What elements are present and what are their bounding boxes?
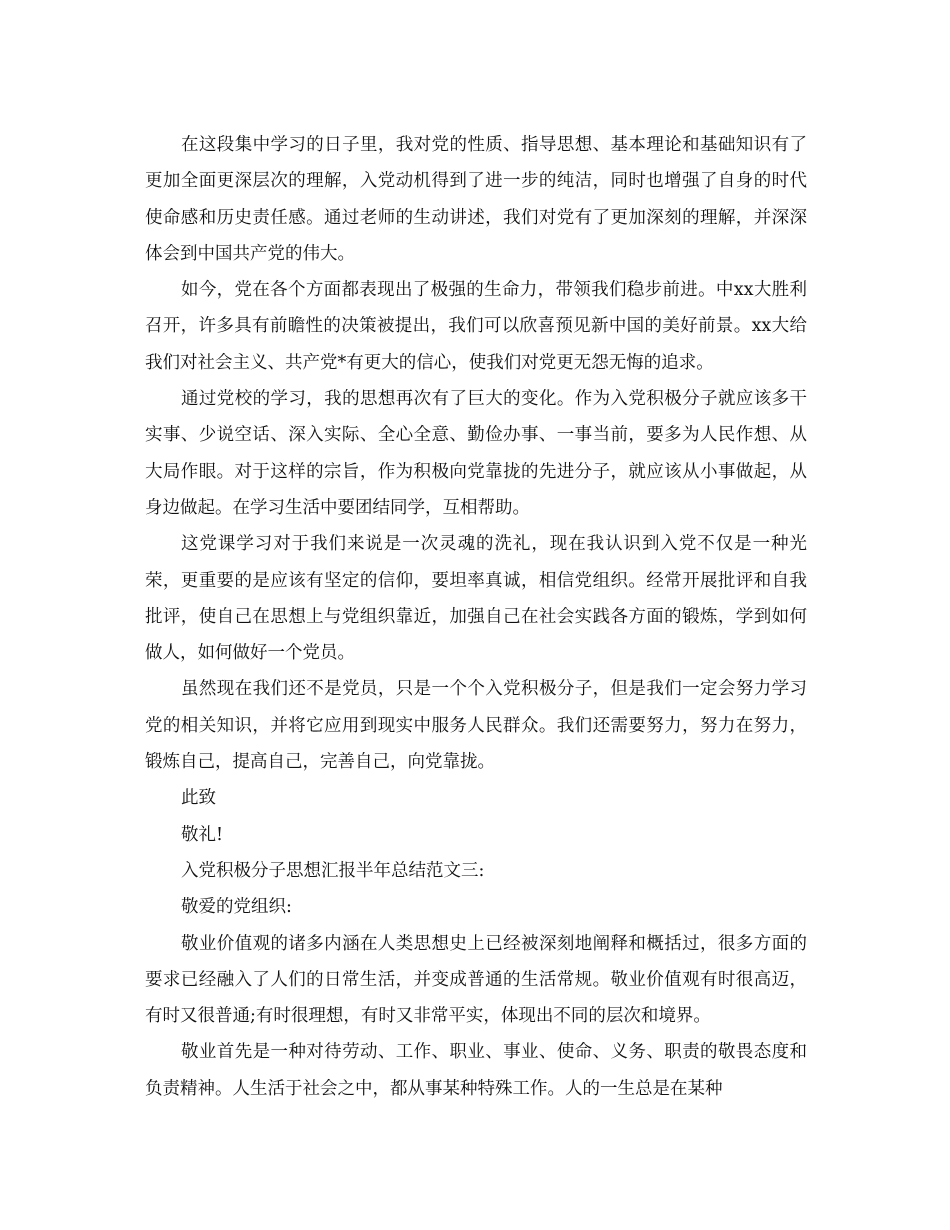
paragraph-2: 如今，党在各个方面都表现出了极强的生命力，带领我们稳步前进。中xx大胜利召开，许多具有前瞻性的决策被提出，我们可以欣喜预见新中国的美好前景。xx大给我们对社会主义、共产党*有更大的信心，使我们对党更无怨无悔的追求。 [145, 280, 807, 373]
document-body [145, 127, 807, 1107]
letter-greeting: 敬爱的党组织: [181, 897, 292, 918]
paragraph-3: 通过党校的学习，我的思想再次有了巨大的变化。作为入党积极分子就应该多干实事、少说空话、深入实际、全心全意、勤俭办事、一事当前，要多为人民作想、从大局作眼。对于这样的宗旨，作为积极向党靠拢的先进分子，就应该从小事做起，从身边做起。在学习生活中要团结同学，互相帮助。 [145, 389, 807, 518]
section-heading: 入党积极分子思想汇报半年总结范文三: [181, 860, 485, 881]
paragraph-6: 敬业价值观的诸多内涵在人类思想史上已经被深刻地阐释和概括过，很多方面的要求已经融入了人们的日常生活，并变成普通的生活常规。敬业价值观有时很高迈，有时又很普通;有时很理想，有时又非常平实，体现出不同的层次和境界。 [145, 933, 807, 1027]
closing-regards: 敬礼! [181, 824, 224, 845]
paragraph-5: 虽然现在我们还不是党员，只是一个个入党积极分子，但是我们一定会努力学习党的相关知识，并将它应用到现实中服务人民群众。我们还需要努力，努力在努力，锻炼自己，提高自己，完善自己，向党靠拢。 [145, 679, 807, 773]
paragraph-1: 在这段集中学习的日子里，我对党的性质、指导思想、基本理论和基础知识有了更加全面更深层次的理解，入党动机得到了进一步的纯洁，同时也增强了自身的时代使命感和历史责任感。通过老师的生动讲述，我们对党有了更加深刻的理解，并深深体会到中国共产党的伟大。 [145, 135, 807, 264]
closing-salutation: 此致 [181, 788, 216, 809]
paragraph-4: 这党课学习对于我们来说是一次灵魂的洗礼，现在我认识到入党不仅是一种光荣，更重要的是应该有坚定的信仰，要坦率真诚，相信党组织。经常开展批评和自我批评，使自己在思想上与党组织靠近，加强自己在社会实践各方面的锻炼，学到如何做人，如何做好一个党员。 [145, 534, 807, 664]
paragraph-7: 敬业首先是一种对待劳动、工作、职业、事业、使命、义务、职责的敬畏态度和负责精神。人生活于社会之中，都从事某种特殊工作。人的一生总是在某种 [145, 1042, 807, 1099]
